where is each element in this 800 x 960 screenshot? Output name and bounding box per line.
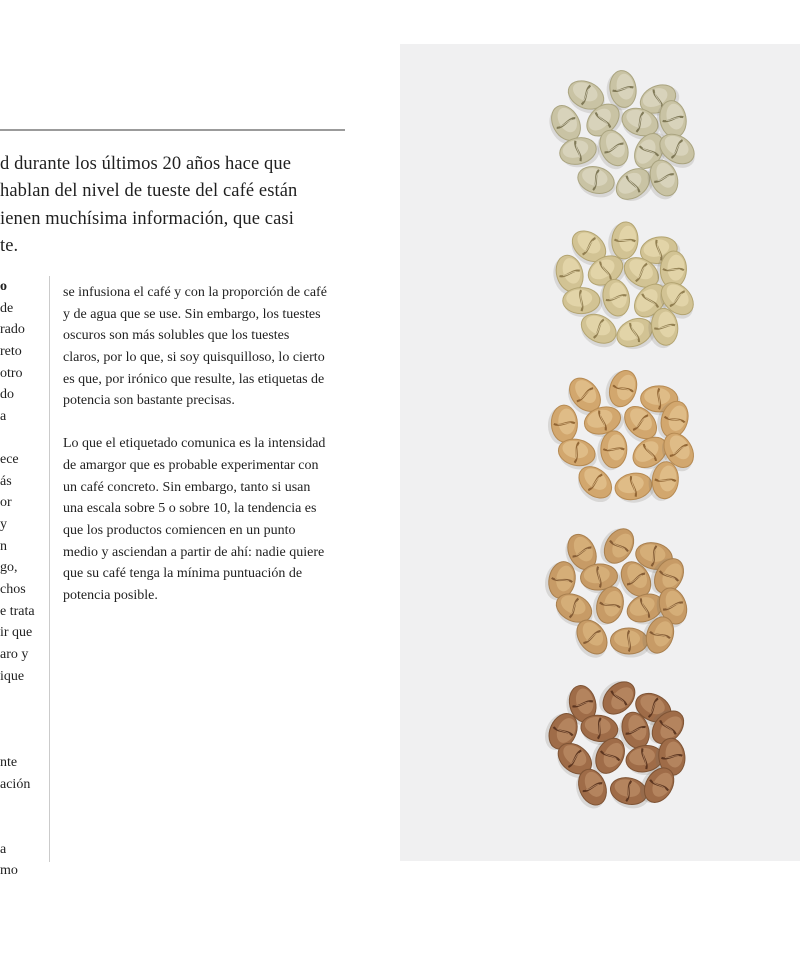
text-line-fragment: y [0, 517, 7, 533]
text-line-fragment: reto [0, 343, 22, 359]
text-line: un café concreto. Sin embargo, tanto si usan [63, 479, 311, 495]
text-line-fragment: chos [0, 581, 26, 597]
text-line-fragment: go, [0, 560, 18, 576]
text-line-fragment: de [0, 300, 14, 316]
coffee-roast-photo-panel [400, 44, 800, 861]
intro-paragraph-cropped [0, 151, 340, 261]
text-line: que los productos comiencen en un punto [63, 523, 296, 539]
text-line: y de agua que se use. Sin embargo, los tuestes [63, 306, 321, 322]
text-line-fragment: o [0, 279, 7, 294]
text-line: medio y asciendan a partir de ahí: nadie quiere [63, 544, 325, 560]
text-line: Lo que el etiquetado comunica es la intensidad [63, 436, 326, 452]
text-line-fragment: mo [0, 863, 18, 879]
text-line-fragment: a [0, 408, 7, 424]
intro-line: hablan del nivel de tueste del café están [0, 181, 298, 202]
intro-line: te. [0, 236, 19, 257]
body-paragraph [63, 282, 393, 412]
text-line: que su café tenga la mínima puntuación de [63, 566, 303, 582]
right-column-text [63, 282, 393, 628]
intro-line: ienen muchísima información, que casi [0, 208, 294, 229]
left-column-cropped-text [0, 276, 44, 882]
section-divider-rule [0, 129, 345, 131]
bean-cluster-light-roast-beans [540, 358, 700, 518]
text-line-fragment: ece [0, 452, 19, 468]
intro-line: d durante los últimos 20 años hace que [0, 154, 292, 174]
bean-cluster-medium-roast-beans [536, 514, 696, 674]
text-line: se infusiona el café y con la proporción de café [63, 285, 327, 300]
text-line-fragment: ique [0, 668, 25, 684]
text-line: potencia son bastante precisas. [63, 393, 235, 409]
body-paragraph [63, 433, 393, 606]
text-line-fragment: rado [0, 322, 25, 338]
bean-cluster-dark-roast-beans [536, 665, 696, 825]
text-line: oscuros son más solubles que los tuestes [63, 328, 290, 344]
text-line: de amargor que es probable experimentar con [63, 458, 319, 474]
text-line-fragment: ás [0, 473, 12, 489]
text-line-fragment [0, 709, 44, 731]
text-line-fragment: or [0, 495, 12, 511]
text-line-fragment [0, 687, 44, 709]
column-divider-rule [49, 276, 50, 862]
text-line: una escala sobre 5 o sobre 10, la tendencia es [63, 501, 317, 517]
text-line-fragment [0, 427, 44, 449]
text-line-fragment: ación [0, 776, 31, 792]
text-line: claros, por lo que, si soy quisquilloso, lo cierto [63, 349, 325, 365]
text-line: potencia posible. [63, 587, 158, 603]
text-line-fragment [0, 730, 44, 752]
text-line-fragment: ir que [0, 625, 33, 641]
text-line-fragment: a [0, 841, 7, 857]
text-line-fragment [0, 817, 44, 839]
bean-cluster-pale-yellow-roast-beans [542, 207, 702, 367]
text-line-fragment: do [0, 387, 14, 403]
text-line-fragment: otro [0, 365, 23, 381]
text-line-fragment: e trata [0, 603, 35, 619]
text-line-fragment [0, 795, 44, 817]
bean-cluster-green-unroasted-beans [540, 57, 700, 217]
text-line: es que, por irónico que resulte, las etiquetas de [63, 371, 325, 387]
text-line-fragment: aro y [0, 646, 29, 662]
text-line-fragment: n [0, 538, 7, 554]
text-line-fragment: nte [0, 755, 18, 771]
